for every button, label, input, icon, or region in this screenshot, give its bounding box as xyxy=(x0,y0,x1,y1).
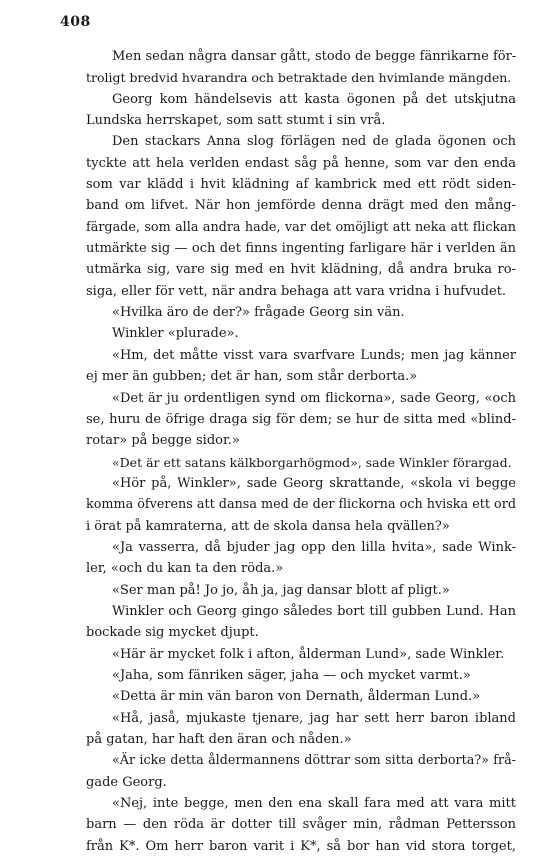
text-line: Men sedan några dansar gått, stodo de begge fänrikarne för- xyxy=(112,49,517,64)
text-line: «Hvilka äro de der?» frågade Georg sin vän. xyxy=(112,305,405,321)
text-line: Winkler «plurade». xyxy=(112,326,239,342)
text-line: «Här är mycket folk i afton, ålderman Lund», sade Winkler. xyxy=(112,646,505,662)
text-line: på gatan, har haft den äran och nåden.» xyxy=(86,732,352,747)
text-line: Georg kom händelsevis att kasta ögonen på det utskjutna xyxy=(112,91,516,107)
text-line: utmärka sig, vare sig med en hvit klädning, då andra bruka ro- xyxy=(86,262,516,278)
text-line: band om lifvet. När hon jemförde denna drägt med den mång- xyxy=(86,198,516,214)
text-line: färgade, som alla andra hade, var det omöjligt att neka att flickan xyxy=(86,219,516,235)
text-line: i örat på kamraterna, att de skola dansa hela qvällen?» xyxy=(86,518,450,534)
text-line: komma öfverens att dansa med de der flickorna och hviska ett ord xyxy=(86,497,516,513)
body-text xyxy=(86,46,516,857)
text-line: ej mer än gubben; det är han, som står derborta.» xyxy=(86,369,418,385)
text-line: troligt bredvid hvarandra och betraktade den hvimlande mängden. xyxy=(86,70,512,86)
text-line: se, huru de öfrige draga sig för dem; se hur de sitta med «blind- xyxy=(86,411,516,427)
page-number: 408 xyxy=(60,14,91,30)
text-line: från K*. Om herr baron varit i K*, så bor han vid stora torget, xyxy=(86,838,516,854)
text-line: «Hm, det måtte visst vara svarfvare Lunds; men jag känner xyxy=(112,347,516,363)
text-line: «Det är ju ordentligen synd om flickorna», sade Georg, «och xyxy=(112,390,516,406)
text-line: barn — den röda är dotter till svåger min, rådman Pettersson xyxy=(86,817,516,833)
text-line: Lundska herrskapet, som satt stumt i sin vrå. xyxy=(86,113,386,129)
text-line: «Jaha, som fänriken säger, jaha — och mycket varmt.» xyxy=(112,667,471,683)
text-line: som var klädd i hvit klädning af kambrick med ett rödt siden- xyxy=(86,177,516,193)
text-line: Winkler och Georg gingo således bort till gubben Lund. Han xyxy=(112,603,516,619)
text-line: «Hör på, Winkler», sade Georg skrattande, «skola vi begge xyxy=(112,475,516,491)
text-line: siga, eller för vett, när andra behaga att vara vridna i hufvudet. xyxy=(86,283,507,299)
text-line: rotar» på begge sidor.» xyxy=(86,433,240,449)
text-line: «Hå, jaså, mjukaste tjenare, jag har sett herr baron ibland xyxy=(112,710,516,726)
text-line: «Det är ett satans kälkborgarhögmod», sade Winkler förargad. xyxy=(112,454,512,470)
text-line: bockade sig mycket djupt. xyxy=(86,625,259,641)
text-line: «Detta är min vän baron von Dernath, ålderman Lund.» xyxy=(112,689,481,705)
text-line: utmärkte sig — och det finns ingenting farligare här i verlden än xyxy=(86,241,516,257)
text-line: gade Georg. xyxy=(86,774,167,790)
text-line: ler, «och du kan ta den röda.» xyxy=(86,561,284,577)
text-line: «Ja vasserra, då bjuder jag opp den lilla hvita», sade Wink- xyxy=(112,539,516,555)
text-line: «Nej, inte begge, men den ena skall fara med att vara mitt xyxy=(112,796,516,812)
text-line: tyckte att hela verlden endast såg på henne, som var den enda xyxy=(86,155,516,171)
text-line: «Ser man på! Jo jo, åh ja, jag dansar blott af pligt.» xyxy=(112,582,450,598)
text-line: Den stackars Anna slog förlägen ned de glada ögonen och xyxy=(112,134,516,150)
text-line: «Är icke detta åldermannens döttrar som sitta derborta?» frå- xyxy=(112,753,516,769)
